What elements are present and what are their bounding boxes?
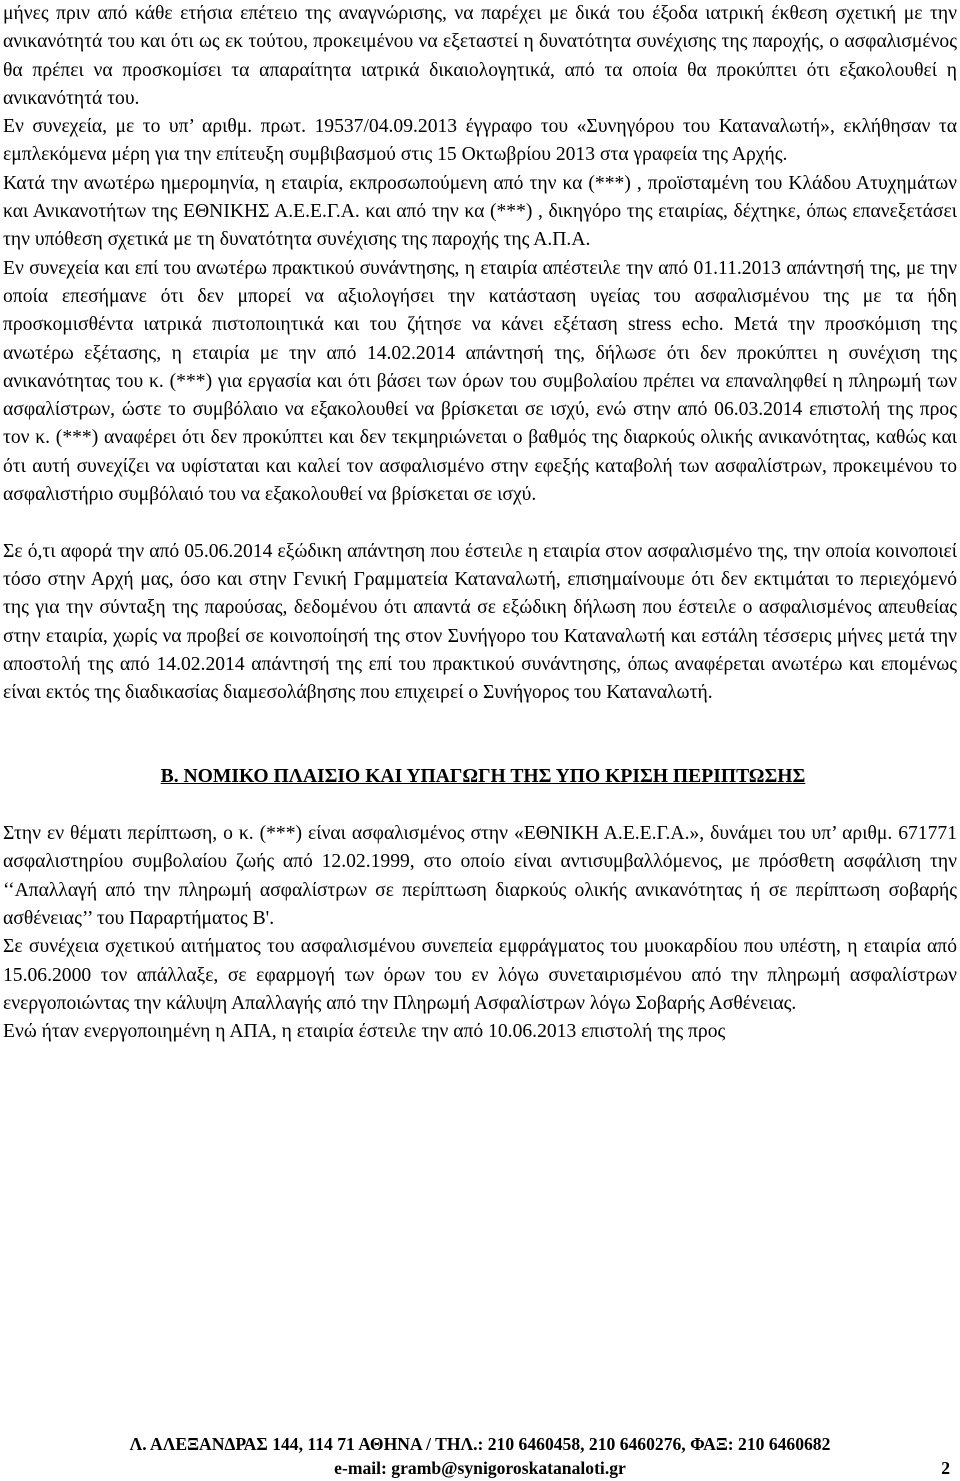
paragraph: Στην εν θέματι περίπτωση, ο κ. (***) είναι ασφαλισμένος στην «ΕΘΝΙΚΗ Α.Ε.Ε.Γ.Α.», δυνάμει του υπ’ αριθμ. 671771 ασφαλιστηρίου συμβολαίου ζωής από 12.02.1999, στο οποίο είναι αντισυμβαλλόμενος, με πρόσθετη ασφάλιση την ‘‘Απαλλαγή από την πληρωμή ασφαλίστρων σε περίπτωση διαρκούς ολικής ανικανότητας ή σε περίπτωση σοβαρής ασθένειας’’ του Παραρτήματος Β'. bbox=[3, 823, 957, 929]
paragraph: Κατά την ανωτέρω ημερομηνία, η εταιρία, εκπροσωπούμενη από την κα (***) , προϊσταμένη του Κλάδου Ατυχημάτων και Ανικανοτήτων της ΕΘΝΙΚΗΣ Α.Ε.Ε.Γ.Α. και από την κα (***) , δικηγόρο της εταιρίας, δέχτηκε, όπως επανεξετάσει την υπόθεση σχετικά με τη δυνατότητα συνέχισης της παροχής της Α.Π.Α. bbox=[3, 172, 957, 251]
footer-address: Λ. ΑΛΕΞΑΝΔΡΑΣ 144, 114 71 ΑΘΗΝΑ / ΤΗΛ.: 210 6460458, 210 6460276, ΦΑΞ: 210 6460682 bbox=[129, 1434, 831, 1454]
section-heading: Β. ΝΟΜΙΚΟ ΠΛΑΙΣΙΟ ΚΑΙ ΥΠΑΓΩΓΗ ΤΗΣ ΥΠΟ ΚΡΙΣΗ ΠΕΡΙΠΤΩΣΗΣ bbox=[160, 766, 806, 788]
paragraph: Σε συνέχεια σχετικού αιτήματος του ασφαλισμένου συνεπεία εμφράγματος του μυοκαρδίου που υπέστη, η εταιρία από 15.06.2000 τον απάλλαξε, σε εφαρμογή των όρων του εν λόγω συνεταιρισμένου από την πληρωμή ασφαλίστρων ενεργοποιώντας την κάλυψη Απαλλαγής από την Πληρωμή Ασφαλίστρων λόγω Σοβαρής Ασθένειας. bbox=[3, 936, 957, 1014]
blank-line bbox=[3, 509, 957, 537]
blank-line bbox=[3, 707, 957, 763]
blank-line bbox=[3, 792, 957, 820]
paragraph: Εν συνεχεία, με το υπ’ αριθμ. πρωτ. 19537/04.09.2013 έγγραφο του «Συνηγόρου του Καταναλωτή», εκλήθησαν τα εμπλεκόμενα μέρη για την επίτευξη συμβιβασμού στις 15 Οκτωβρίου 2013 στα γραφεία της Αρχής. bbox=[3, 116, 957, 166]
document-body bbox=[3, 0, 957, 1046]
paragraph: Σε ό,τι αφορά την από 05.06.2014 εξώδικη απάντηση που έστειλε η εταιρία στον ασφαλισμένο της, την οποία κοινοποιεί τόσο στην Αρχή μας, όσο και στην Γενική Γραμματεία Καταναλωτή, επισημαίνουμε ότι δεν εκτιμάται το περιεχόμενό της για την σύνταξη της παρούσας, δεδομένου ότι απαντά σε εξώδικη δήλωση που έστειλε ο ασφαλισμένος απευθείας στην εταιρία, χωρίς να προβεί σε κοινοποίησή της στον Συνήγορο του Καταναλωτή και εστάλη τέσσερις μήνες μετά την αποστολή της από 14.02.2014 απάντησή της επί του πρακτικού συνάντησης, όπως αναφέρεται ανωτέρω και επομένως είναι εκτός της διαδικασίας διαμεσολάβησης που επιχειρεί ο Συνήγορος του Καταναλωτή. bbox=[3, 540, 957, 704]
paragraph: μήνες πριν από κάθε ετήσια επέτειο της αναγνώρισης, να παρέχει με δικά του έξοδα ιατρική έκθεση σχετική με την ανικανότητά του και ότι ως εκ τούτου, προκειμένου να εξεταστεί η δυνατότητα συνέχισης της παροχής, ο ασφαλισμένος θα πρέπει να προσκομίσει τα απαραίτητα ιατρικά δικαιολογητικά, από τα οποία θα προκύπτει ότι εξακολουθεί η ανικανότητά του. bbox=[3, 3, 957, 109]
paragraph: Εν συνεχεία και επί του ανωτέρω πρακτικού συνάντησης, η εταιρία απέστειλε την από 01.11.2013 απάντησή της, με την οποία επεσήμανε ότι δεν μπορεί να αξιολογήσει την κατάσταση υγείας του ασφαλισμένου της με τα ήδη προσκομισθέντα ιατρικά πιστοποιητικά και του ζήτησε να κάνει εξέταση stress echo. Μετά την προσκόμιση της ανωτέρω εξέτασης, η εταιρία με την από 14.02.2014 απάντησή της, δήλωσε ότι δεν προκύπτει η συνέχιση της ανικανότητας του κ. (***) για εργασία και ότι βάσει των όρων του συμβολαίου πρέπει να επαναληφθεί η πληρωμή των ασφαλίστρων, ώστε το συμβόλαιο να εξακολουθεί να βρίσκεται σε ισχύ, ενώ στην από 06.03.2014 επιστολή της προς τον κ. (***) αναφέρει ότι δεν προκύπτει και δεν τεκμηριώνεται ο βαθμός της διαρκούς ολικής ανικανότητας, καθώς και ότι αυτή συνεχίζει να υφίσταται και καλεί τον ασφαλισμένο στην εφεξής καταβολή των ασφαλίστρων, προκειμένου το ασφαλιστήριο συμβόλαιό του να εξακολουθεί να βρίσκεται σε ισχύ. bbox=[3, 257, 957, 506]
paragraph: Ενώ ήταν ενεργοποιημένη η ΑΠΑ, η εταιρία έστειλε την από 10.06.2013 επιστολή της προς bbox=[3, 1021, 726, 1043]
page-footer bbox=[0, 1432, 960, 1480]
footer-email-link[interactable]: e-mail: gramb@synigoroskatanaloti.gr bbox=[334, 1458, 626, 1478]
footer-contact-line bbox=[0, 1456, 960, 1480]
page-number: 2 bbox=[941, 1458, 950, 1478]
